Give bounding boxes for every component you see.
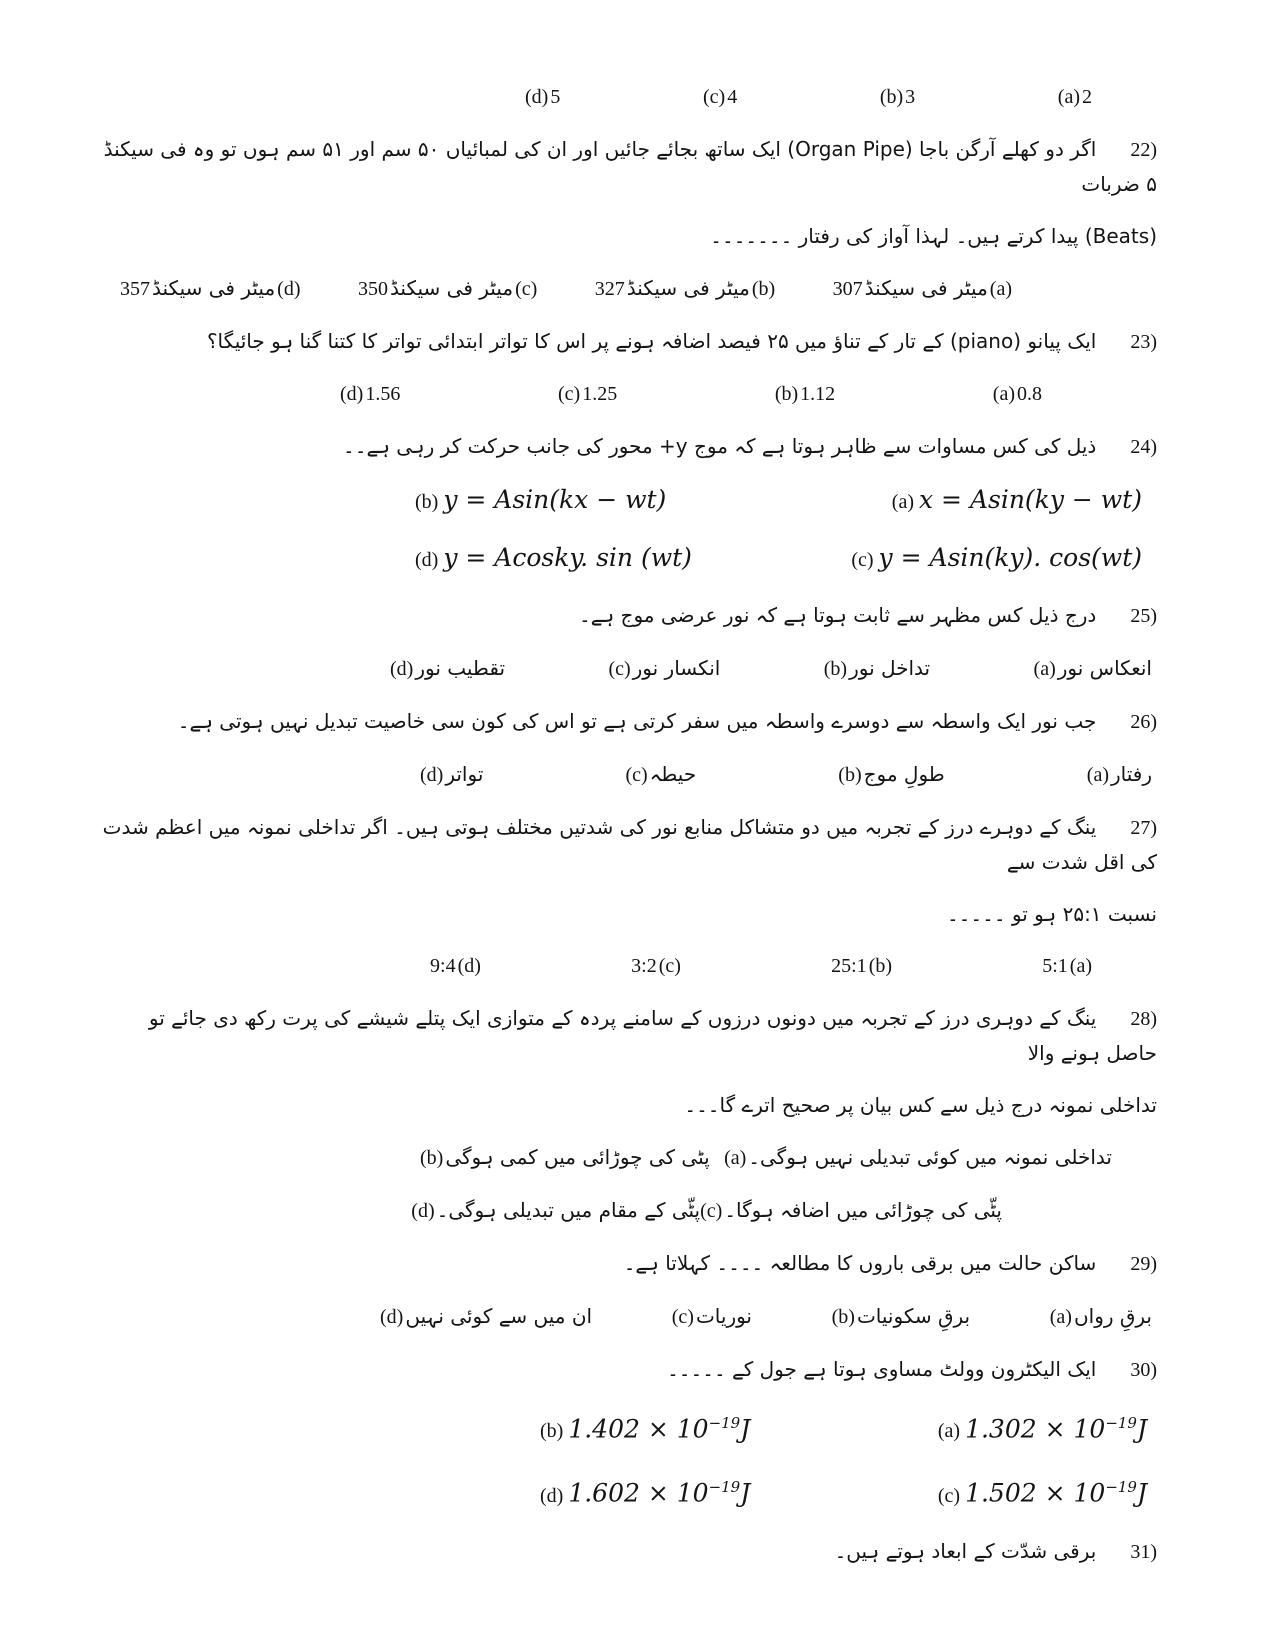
option-24-d [415, 538, 692, 580]
option-30-c [938, 1467, 1147, 1515]
option-24-c [851, 538, 1142, 580]
option-30-a-value [965, 1403, 1147, 1449]
question-25-options-row [95, 651, 1157, 686]
option-24-b [415, 480, 666, 522]
option-28-a-label: (a) [724, 1147, 747, 1169]
option-prev-d [525, 80, 560, 114]
option-28-b-label: (b) [420, 1147, 444, 1169]
option-22-c-label: (c) [515, 278, 538, 300]
option-30-c-value [965, 1467, 1147, 1513]
option-30-a-exponent: −19 [1105, 1414, 1137, 1432]
option-24-d-label: (d) [415, 549, 439, 571]
option-27-d-value: 9:4 [430, 955, 456, 977]
option-22-d [120, 271, 300, 306]
option-26-c-text: حیطہ [649, 762, 697, 786]
option-30-a-label: (a) [937, 1420, 961, 1443]
option-28-d-text: پٹّی کے مقام میں تبدیلی ہوگی۔ [436, 1198, 701, 1222]
question-30 [95, 1352, 1157, 1387]
question-28-options-row-1 [95, 1140, 1157, 1175]
question-26-text-line1: جب نور ایک واسطہ سے دوسرے واسطہ میں سفر کرتی ہے تو اس کی کون سی خاصیت تبدیل نہیں ہوتی ہے۔ [177, 709, 1097, 733]
option-27-d-label: (d) [457, 955, 481, 977]
option-28-d-label: (d) [411, 1200, 435, 1222]
question-30-number: 30) [1130, 1359, 1157, 1381]
question-30-options-row-2 [95, 1467, 1157, 1515]
question-22-options-row [95, 271, 1157, 306]
option-30-a-unit: J [1136, 1414, 1147, 1444]
option-23-a-value: 0.8 [1017, 383, 1042, 405]
option-29-b-text: برقِ سکونیات [856, 1304, 971, 1328]
option-22-b [595, 271, 775, 306]
option-30-b-unit: J [740, 1414, 751, 1444]
option-30-d-unit: J [740, 1478, 751, 1508]
option-prev-d-label: (d) [525, 86, 549, 108]
option-27-b [831, 949, 892, 983]
option-26-a-label: (a) [1086, 764, 1109, 786]
prev-question-options-row [95, 80, 1157, 114]
option-23-c [558, 377, 617, 411]
option-30-c-exponent: −19 [1105, 1478, 1137, 1497]
question-26-number: 26) [1130, 711, 1157, 733]
question-28-text-line2: تداخلی نمونہ درج ذیل سے کس بیان پر صحیح اترے گا۔۔۔ [684, 1093, 1157, 1117]
option-29-b-label: (b) [831, 1306, 855, 1328]
option-22-c [358, 271, 537, 306]
option-27-c [631, 949, 681, 983]
option-prev-b-label: (b) [879, 86, 904, 108]
option-25-b-text: تداخل نور [849, 656, 931, 680]
question-28 [95, 1001, 1157, 1070]
option-29-b [832, 1299, 970, 1334]
option-24-a-equation: x = Asin(ky − wt) [919, 485, 1142, 514]
option-23-c-value: 1.25 [582, 383, 618, 405]
option-22-b-unit: میٹر فی سیکنڈ [626, 276, 750, 300]
question-29-options-row [95, 1299, 1157, 1334]
option-22-d-unit: میٹر فی سیکنڈ [152, 276, 276, 300]
question-27-text-line2: نسبت ۲۵:۱ ہو تو ۔۔۔۔۔ [946, 902, 1157, 926]
option-23-a [993, 377, 1042, 411]
option-24-d-equation: y = Acosky. sin (wt) [443, 543, 692, 572]
option-27-a [1042, 949, 1092, 983]
option-22-a-label: (a) [989, 278, 1012, 300]
option-30-d-exponent: −19 [708, 1478, 741, 1497]
option-29-a [1050, 1299, 1152, 1334]
option-29-c [672, 1299, 752, 1334]
question-28-number: 28) [1130, 1008, 1157, 1030]
option-prev-a [1058, 80, 1092, 114]
option-29-d [380, 1299, 592, 1334]
question-26 [95, 704, 1157, 739]
option-27-c-value: 3:2 [631, 955, 657, 977]
option-26-b-text: طولِ موج [863, 762, 945, 786]
option-prev-c-label: (c) [702, 86, 726, 108]
option-24-c-equation: y = Asin(ky). cos(wt) [878, 543, 1142, 572]
option-26-d [420, 757, 483, 792]
option-prev-d-value: 5 [550, 86, 561, 108]
question-24-text-line1: ذیل کی کس مساوات سے ظاہر ہوتا ہے کہ موج y+ محور کی جانب حرکت کر رہی ہے۔۔ [343, 434, 1097, 458]
option-29-d-label: (d) [380, 1306, 404, 1328]
option-25-d-text: تقطیب نور [415, 656, 506, 680]
question-27-text-line1: ینگ کے دوہرے درز کے تجربہ میں دو متشاکل منابع نور کی شدتیں مختلف ہوتی ہیں۔ اگر تداخلی نمونہ میں اعظم شدت کی اقل شدت سے [102, 815, 1157, 874]
option-27-c-label: (c) [658, 955, 681, 977]
option-28-c-text: پٹّی کی چوڑائی میں اضافہ ہوگا۔ [724, 1198, 1002, 1222]
option-30-a [938, 1403, 1147, 1451]
question-29 [95, 1246, 1157, 1281]
option-28-c-label: (c) [700, 1200, 723, 1222]
question-31 [95, 1534, 1157, 1569]
option-25-c-label: (c) [608, 658, 631, 680]
question-29-text-line1: ساکن حالت میں برقی باروں کا مطالعہ ۔۔۔۔ کہلاتا ہے۔ [623, 1251, 1097, 1275]
option-30-b [540, 1403, 750, 1451]
question-22-number: 22) [1130, 139, 1157, 161]
question-30-text-line1: ایک الیکٹرون وولٹ مساوی ہوتا ہے جول کے ۔۔۔۔۔ [667, 1357, 1097, 1381]
option-25-c-text: انکسار نور [632, 656, 721, 680]
question-27 [95, 810, 1157, 879]
option-28-d [411, 1193, 700, 1228]
option-30-d-label: (d) [540, 1484, 564, 1507]
option-23-c-label: (c) [557, 383, 581, 405]
option-28-b [420, 1140, 710, 1175]
option-prev-b [880, 80, 915, 114]
option-28-b-text: پٹی کی چوڑائی میں کمی ہوگی [445, 1145, 710, 1169]
option-22-a-unit: میٹر فی سیکنڈ [864, 276, 988, 300]
option-22-b-label: (b) [751, 278, 776, 300]
question-27-options-row [95, 949, 1157, 983]
option-23-b [775, 377, 835, 411]
option-25-a-text: انعکاس نور [1057, 656, 1152, 680]
option-30-d-base: 1.602 × 10 [568, 1478, 709, 1508]
option-25-b-label: (b) [823, 658, 848, 680]
option-23-b-value: 1.12 [800, 383, 836, 405]
option-22-d-label: (d) [277, 278, 301, 300]
option-prev-c-value: 4 [727, 86, 738, 108]
question-31-text-line1: برقی شدّت کے ابعاد ہوتے ہیں۔ [834, 1538, 1097, 1563]
option-26-d-text: تواتر [445, 762, 484, 786]
option-27-b-value: 25:1 [831, 955, 867, 977]
option-prev-b-value: 3 [905, 86, 916, 108]
question-24-options-row-1 [95, 480, 1157, 522]
option-25-d-label: (d) [390, 658, 414, 680]
question-28-text-line1: ینگ کے دوہری درز کے تجربہ میں دونوں درزوں کے سامنے پردہ کے متوازی ایک پتلے شیشے کی پرت رکھ دی جائے تو حاصل ہونے والا [148, 1006, 1157, 1065]
option-22-b-value: 327 [594, 278, 625, 300]
option-29-c-label: (c) [671, 1306, 694, 1328]
option-30-c-base: 1.502 × 10 [965, 1478, 1106, 1508]
option-22-a [833, 271, 1012, 306]
option-24-a [892, 480, 1142, 522]
option-26-a-text: رفتار [1110, 762, 1152, 786]
question-22-text-line1: اگر دو کھلے آرگن باجا (Organ Pipe) ایک ساتھ بجائے جائیں اور ان کی لمبائیاں ۵۰ سم اور ۵۱ سم ہوں تو وہ فی سیکنڈ ۵ ضربات [103, 137, 1157, 196]
option-25-d [390, 651, 505, 686]
option-22-d-value: 357 [120, 278, 151, 300]
option-28-a-text: تداخلی نمونہ میں کوئی تبدیلی نہیں ہوگی۔ [748, 1145, 1112, 1169]
question-23-number: 23) [1130, 331, 1157, 353]
question-25 [95, 598, 1157, 633]
option-29-a-text: برقِ رواں [1073, 1304, 1152, 1328]
question-24-number: 24) [1130, 436, 1157, 458]
option-26-b [838, 757, 944, 792]
option-27-d [430, 949, 481, 983]
question-25-text-line1: درج ذیل کس مظہر سے ثابت ہوتا ہے کہ نور عرضی موج ہے۔ [579, 603, 1097, 627]
option-22-c-value: 350 [357, 278, 388, 300]
option-23-d-label: (d) [340, 383, 364, 405]
option-30-d [540, 1467, 750, 1515]
option-30-c-label: (c) [937, 1484, 961, 1507]
option-29-c-text: نوریات [695, 1304, 752, 1328]
option-30-c-unit: J [1136, 1478, 1147, 1508]
question-22 [95, 132, 1157, 201]
option-26-b-label: (b) [838, 764, 862, 786]
option-22-c-unit: میٹر فی سیکنڈ [389, 276, 514, 300]
option-25-a-label: (a) [1033, 658, 1056, 680]
option-28-a [724, 1140, 1112, 1175]
option-prev-c [703, 80, 737, 114]
option-22-a-value: 307 [832, 278, 863, 300]
option-23-d [340, 377, 400, 411]
question-30-options-row-1 [95, 1403, 1157, 1451]
option-30-b-label: (b) [540, 1420, 564, 1443]
option-30-a-base: 1.302 × 10 [965, 1414, 1106, 1444]
option-prev-a-label: (a) [1057, 86, 1080, 108]
question-24 [95, 429, 1157, 464]
question-26-options-row [95, 757, 1157, 792]
question-24-options-row-2 [95, 538, 1157, 580]
option-30-b-exponent: −19 [708, 1414, 741, 1432]
option-27-a-label: (a) [1069, 955, 1092, 977]
option-24-b-equation: y = Asin(kx − wt) [443, 485, 667, 514]
option-30-b-base: 1.402 × 10 [568, 1414, 709, 1444]
question-27-number: 27) [1130, 817, 1157, 839]
question-23-options-row [95, 377, 1157, 411]
option-30-d-value [568, 1467, 750, 1513]
option-28-c [700, 1193, 1002, 1228]
option-26-a [1087, 757, 1152, 792]
option-23-d-value: 1.56 [365, 383, 401, 405]
option-24-b-label: (b) [415, 491, 439, 513]
option-25-b [824, 651, 930, 686]
option-27-a-value: 5:1 [1042, 955, 1068, 977]
question-31-number: 31) [1130, 1540, 1157, 1563]
option-26-d-label: (d) [420, 764, 444, 786]
question-23 [95, 324, 1157, 359]
question-25-number: 25) [1130, 605, 1157, 627]
question-29-number: 29) [1130, 1253, 1157, 1275]
option-29-a-label: (a) [1049, 1306, 1072, 1328]
option-25-a [1034, 651, 1152, 686]
option-prev-a-value: 2 [1082, 86, 1092, 108]
option-25-c [608, 651, 720, 686]
option-27-b-label: (b) [868, 955, 893, 977]
question-23-text-line1: ایک پیانو (piano) کے تار کے تناؤ میں ۲۵ فیصد اضافہ ہونے پر اس کا تواتر ابتدائی تواتر کا کتنا گنا ہو جائیگا؟ [206, 329, 1097, 353]
option-30-b-value [568, 1403, 750, 1449]
option-23-b-label: (b) [774, 383, 799, 405]
option-26-c-label: (c) [625, 764, 648, 786]
question-22-text-line2: (Beats) پیدا کرتے ہیں۔ لہذا آواز کی رفتار ۔۔۔۔۔۔۔ [710, 224, 1157, 248]
option-23-a-label: (a) [992, 383, 1015, 405]
option-24-c-label: (c) [851, 549, 874, 571]
question-28-options-row-2 [95, 1193, 1157, 1228]
option-24-a-label: (a) [891, 491, 914, 513]
option-29-d-text: ان میں سے کوئی نہیں [405, 1304, 593, 1328]
option-26-c [625, 757, 696, 792]
